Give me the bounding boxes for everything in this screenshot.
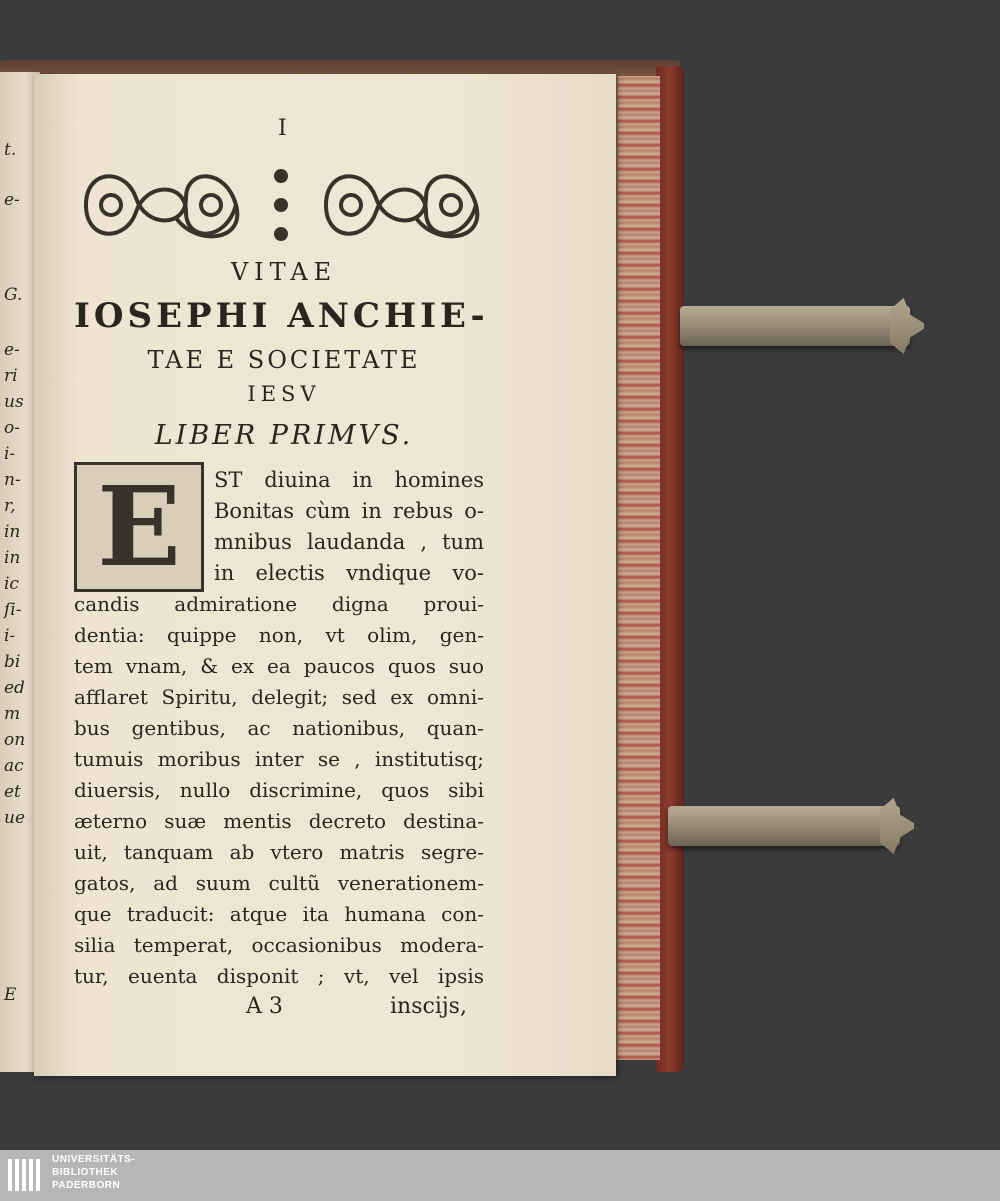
- facing-page-fragment: t.: [4, 140, 17, 160]
- body-line: æterno suæ mentis decreto destina-: [74, 809, 484, 833]
- body-line: candis admiratione digna proui-: [74, 592, 484, 616]
- body-line: silia temperat, occasionibus modera-: [74, 933, 484, 957]
- body-line: Bonitas cùm in rebus o-: [214, 499, 484, 523]
- body-line: ST diuina in homines: [214, 468, 484, 492]
- initial-letter: E: [97, 462, 181, 591]
- body-line: uit, tanquam ab vtero matris segre-: [74, 840, 484, 864]
- logo-text-line-1: UNIVERSITÄTS-: [52, 1154, 136, 1165]
- facing-page-fragment: ſi-: [4, 600, 22, 620]
- logo-text-line-3: PADERBORN: [52, 1180, 121, 1191]
- facing-page-fragment: n-: [4, 470, 21, 490]
- book-heading: LIBER PRIMVS.: [154, 420, 414, 451]
- lower-clasp: [668, 806, 900, 846]
- body-line: tem vnam, & ex ea paucos quos suo: [74, 654, 484, 678]
- body-line: bus gentibus, ac nationibus, quan-: [74, 716, 484, 740]
- facing-page-fragment: E: [4, 985, 17, 1005]
- facing-page-fragment: ri: [4, 366, 18, 386]
- facing-page-fragment: r,: [4, 496, 16, 516]
- page-number: I: [278, 116, 287, 141]
- facing-page-fragment: bi: [4, 652, 21, 672]
- title-line-4: IESV: [247, 382, 321, 406]
- ornament-band: [76, 158, 486, 252]
- facing-page-fragment: ed: [4, 678, 25, 698]
- body-line: mnibus laudanda , tum: [214, 530, 484, 554]
- facing-page-fragment: e-: [4, 340, 20, 360]
- facing-page-fragment: in: [4, 522, 21, 542]
- body-line: tumuis moribus inter se , institutisq;: [74, 747, 484, 771]
- title-line-2: IOSEPHI ANCHIE-: [74, 296, 489, 336]
- body-line: dentia: quippe non, vt olim, gen-: [74, 623, 484, 647]
- facing-page-fragment: i-: [4, 626, 16, 646]
- upper-clasp: [680, 306, 910, 346]
- body-line: gatos, ad suum cultũ venerationem-: [74, 871, 484, 895]
- facing-page-fragment: et: [4, 782, 21, 802]
- facing-page-fragment: in: [4, 548, 21, 568]
- catchword: inscijs,: [390, 994, 467, 1019]
- body-line: afflaret Spiritu, delegit; sed ex omni-: [74, 685, 484, 709]
- facing-page-fragment: e-: [4, 190, 20, 210]
- fore-edge: [616, 76, 660, 1060]
- body-line: que traducit: atque ita humana con-: [74, 902, 484, 926]
- facing-page-fragment: i-: [4, 444, 16, 464]
- body-line: diuersis, nullo discrimine, quos sibi: [74, 778, 484, 802]
- library-logo-icon: [6, 1155, 46, 1195]
- facing-page-fragment: ue: [4, 808, 26, 828]
- facing-page-fragment: us: [4, 392, 24, 412]
- facing-page-fragment: on: [4, 730, 26, 750]
- book-page: [34, 74, 616, 1076]
- library-footer: [0, 1150, 1000, 1201]
- title-line-1: VITAE: [230, 258, 338, 286]
- body-line: tur, euenta disponit ; vt, vel ipsis: [74, 964, 484, 988]
- signature-mark: A 3: [246, 994, 283, 1019]
- body-line: in electis vndique vo-: [214, 561, 484, 585]
- title-line-3: TAE E SOCIETATE: [147, 346, 421, 374]
- facing-page-fragment: ic: [4, 574, 19, 594]
- facing-page-fragment: m: [4, 704, 21, 724]
- logo-text-line-2: BIBLIOTHEK: [52, 1167, 119, 1178]
- cover-board: [656, 66, 684, 1072]
- facing-page-fragment: G.: [4, 285, 23, 305]
- decorated-initial: [74, 462, 204, 592]
- facing-page-fragment: o-: [4, 418, 20, 438]
- facing-page-fragment: ac: [4, 756, 24, 776]
